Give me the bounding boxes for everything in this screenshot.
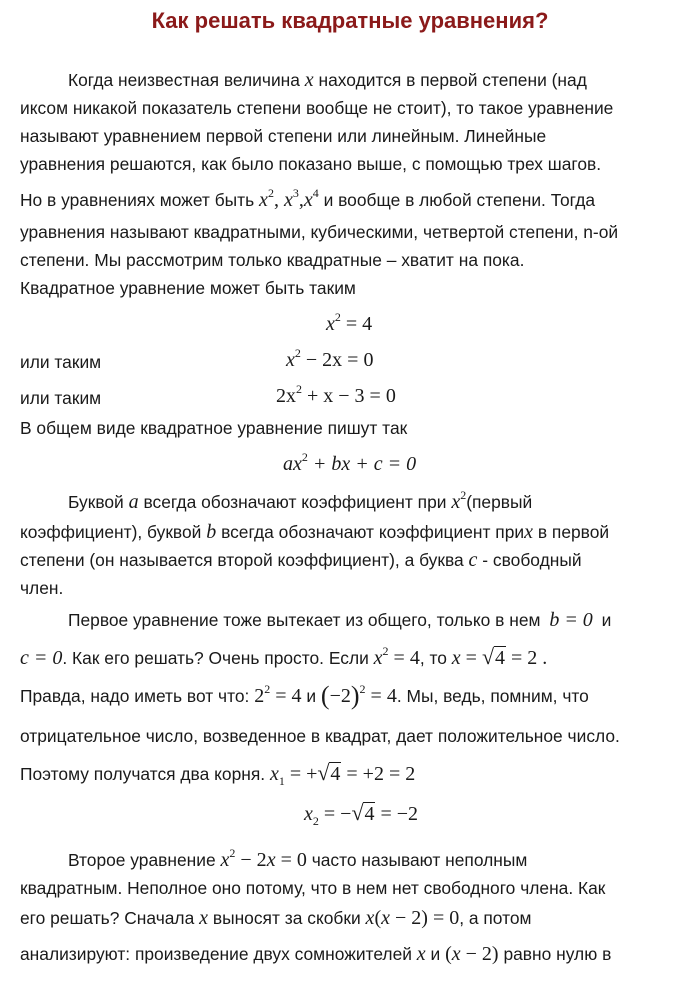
math-expr: $2^2 = 4$ <box>254 682 302 707</box>
paragraph-4-line-3 <box>20 681 589 710</box>
paragraph-4-line-2 <box>20 646 547 670</box>
text: в первой <box>537 522 610 542</box>
text: и <box>601 610 612 630</box>
text: - свободный <box>482 550 582 570</box>
math-expr: $x^2 = 4$ <box>373 644 420 669</box>
paragraph-4-line-4: отрицательное число, возведенное в квадрат, дает положительное число. <box>20 726 620 746</box>
paragraph-4-line-1 <box>68 608 611 632</box>
eq-text: + bx + c = 0 <box>312 453 417 475</box>
paragraph-1-line-4: уравнения решаются, как было показано выше, с помощью трех шагов. <box>20 154 602 174</box>
text: и <box>306 686 317 706</box>
paragraph-3-line-3 <box>20 548 582 572</box>
math-expr: x(x − 2) = 0 <box>365 907 460 929</box>
text: Поэтому получатся два корня. <box>20 764 266 784</box>
text: коэффициент), буквой <box>20 522 202 542</box>
text: Правда, надо иметь вот что: <box>20 686 250 706</box>
text: и вообще в любой степени. Тогда <box>323 190 596 210</box>
or-label-1: или таким <box>20 352 102 372</box>
paragraph-2-line-4: Квадратное уравнение может быть таким <box>20 278 356 298</box>
text: анализируют: произведение двух сомножителей <box>20 944 412 964</box>
math-powers: $x^2$, $x^3,x^4$ <box>259 186 319 211</box>
page-title: Как решать квадратные уравнения? <box>151 8 549 33</box>
text: находится в первой степени (над <box>318 70 587 90</box>
eq-text: ax <box>283 453 302 475</box>
paragraph-4-line-5 <box>20 762 415 786</box>
text: степени (он называется второй коэффициент), а буква <box>20 550 464 570</box>
text: . Мы, ведь, помним, что <box>396 686 589 706</box>
text: Когда неизвестная величина <box>68 70 300 90</box>
text: . Как его решать? Очень просто. Если <box>62 648 369 668</box>
math-expr: $(-2)^2 = 4$ <box>320 681 397 710</box>
general-equation: $ax^2$ + bx + c = 0 <box>283 450 417 475</box>
math-root-2: $x_2$ = − √ 4 = −2 <box>304 800 419 828</box>
eq-text: 2x <box>276 385 296 407</box>
text: выносят за скобки <box>212 908 361 928</box>
or-label-2: или таким <box>20 388 102 408</box>
text: часто называют неполным <box>311 850 528 870</box>
text: его решать? Сначала <box>20 908 195 928</box>
math-var: x <box>304 69 314 91</box>
paragraph-3-line-2 <box>20 520 609 544</box>
text: (первый <box>466 492 533 512</box>
paragraph-5-line-3 <box>20 906 532 930</box>
math-var: x <box>416 943 426 965</box>
math-var: c <box>468 549 478 571</box>
text: равно нулю в <box>503 944 612 964</box>
math-expr: b = 0 <box>549 609 593 631</box>
text: и <box>430 944 441 964</box>
paragraph-5-line-1 <box>68 848 527 872</box>
math-var: a <box>128 491 139 513</box>
paragraph-3-line-4: член. <box>20 578 64 598</box>
paragraph-2-line-3: степени. Мы рассмотрим только квадратные – хватит на пока. <box>20 250 525 270</box>
math-sqrt-expr: x = √ 4 = 2 . <box>451 644 548 669</box>
paragraph-2-line-2: уравнения называют квадратными, кубическими, четвертой степени, n-ой <box>20 222 619 242</box>
text: , то <box>419 648 447 668</box>
equation-x2-4: $x^2 = 4$ <box>326 310 373 335</box>
paragraph-2-line-1 <box>20 188 595 212</box>
eq-text: + x − 3 = 0 <box>307 385 396 407</box>
text: всегда обозначают коэффициент при <box>143 492 447 512</box>
equation-2x2-x-3: $2x^2 + x - 3 = 0$ <box>276 382 396 407</box>
math-x2: $x^2$ <box>451 488 467 513</box>
paragraph-1-line-1 <box>68 68 587 92</box>
equation-x2-2x: $x^2 - 2x = 0$ <box>286 346 374 371</box>
paragraph-5-line-4 <box>20 942 611 966</box>
text: Буквой <box>68 492 124 512</box>
text: всегда обозначают коэффициент при <box>221 522 525 542</box>
math-expr: $x^2 - 2x = 0$ <box>220 846 307 871</box>
math-expr: (x − 2) <box>445 943 499 965</box>
general-form-intro: В общем виде квадратное уравнение пишут так <box>20 418 408 438</box>
paragraph-5-line-2: квадратным. Неполное оно потому, что в нем нет свободного члена. Как <box>20 878 606 898</box>
paragraph-3-line-1 <box>68 490 532 514</box>
text: Но в уравнениях может быть <box>20 190 255 210</box>
math-root-1: $x_1$ = + √ 4 = +2 = 2 <box>269 760 416 788</box>
eq-text: = 4 <box>345 313 373 335</box>
math-var: b <box>206 521 217 543</box>
math-var: x <box>199 907 208 929</box>
text: , а потом <box>459 908 532 928</box>
paragraph-1-line-3: называют уравнением первой степени или линейным. Линейные <box>20 126 547 146</box>
math-var: x <box>524 521 533 543</box>
paragraph-1-line-2: иксом никакой показатель степени вообще не стоит), то такое уравнение <box>20 98 614 118</box>
text: Первое уравнение тоже вытекает из общего, только в нем <box>68 610 541 630</box>
eq-text: − 2x = 0 <box>305 349 374 371</box>
math-expr: c = 0 <box>20 647 63 669</box>
text: Второе уравнение <box>68 850 216 870</box>
